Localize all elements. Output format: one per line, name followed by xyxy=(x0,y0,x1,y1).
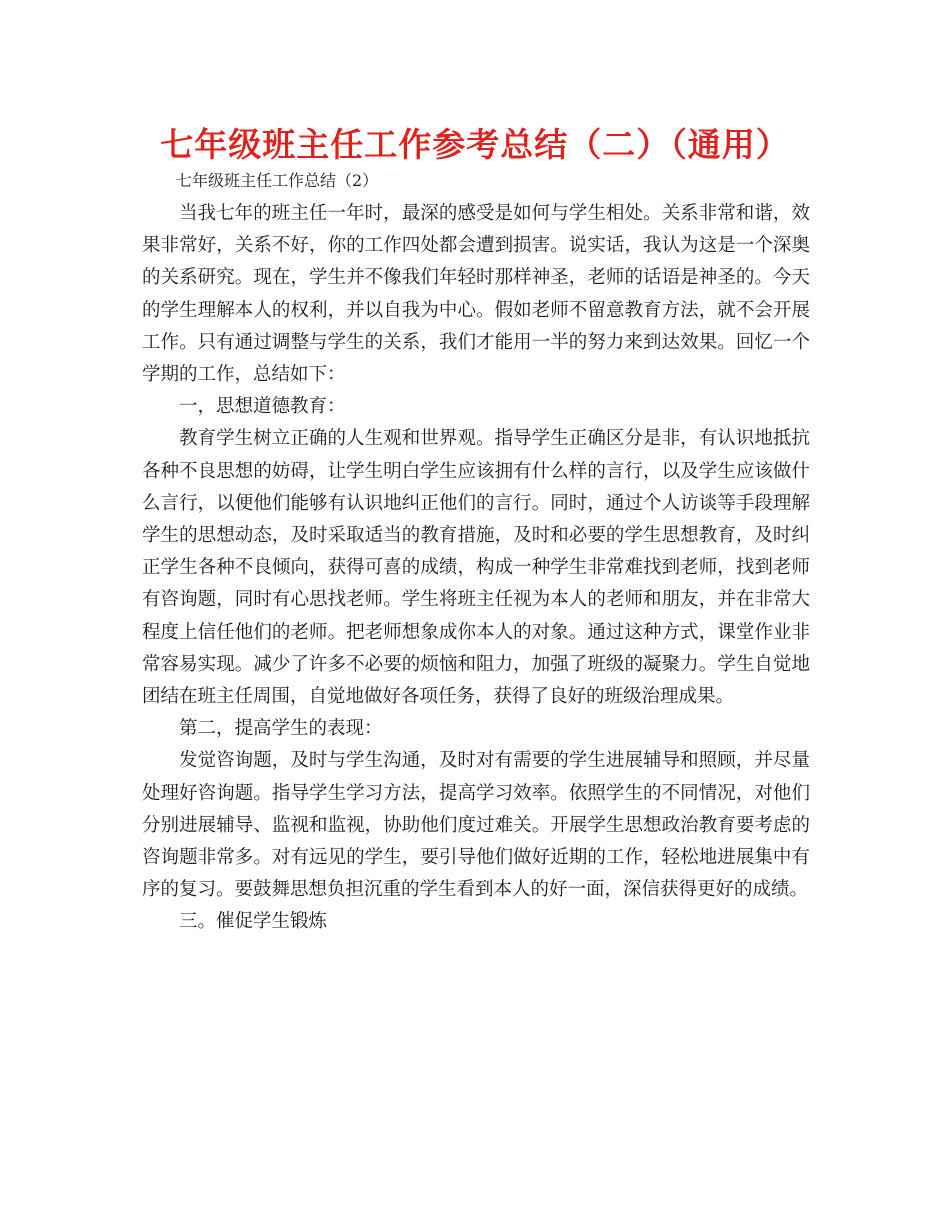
paragraph-performance: 发觉咨询题，及时与学生沟通，及时对有需要的学生进展辅导和照顾，并尽量处理好咨询题。指导学生学习方法，提高学习效率。依照学生的不同情况，对他们分别进展辅导、监视和监视，协助他们度过难关。开展学生思想政治教育要考虑的咨询题非常多。对有远见的学生，要引导他们做好近期的工作，轻松地进展集中有序的复习。要鼓舞思想负担沉重的学生看到本人的好一面，深信获得更好的成绩。 xyxy=(142,750,810,901)
document-subtitle: 七年级班主任工作总结（2） xyxy=(176,171,379,190)
section-heading-performance: 第二，提高学生的表现： xyxy=(179,718,383,740)
paragraph-intro: 当我七年的班主任一年时，最深的感受是如何与学生相处。关系非常和谐，效果非常好，关系不好，你的工作四处都会遭到损害。说实话，我认为这是一个深奥的关系研究。现在，学生并不像我们年轻时那样神圣，老师的话语是神圣的。今天的学生理解本人的权利，并以自我为中心。假如老师不留意教育方法，就不会开展工作。只有通过调整与学生的关系，我们才能用一半的努力来到达效果。回忆一个学期的工作，总结如下： xyxy=(142,203,810,386)
section-heading-exercise: 三。催促学生锻炼 xyxy=(179,911,328,933)
document-title: 七年级班主任工作参考总结（二）（通用） xyxy=(160,125,790,164)
section-heading-moral-education: 一，思想道德教育： xyxy=(179,396,346,418)
paragraph-moral-education: 教育学生树立正确的人生观和世界观。指导学生正确区分是非，有认识地抵抗各种不良思想的妨碍，让学生明白学生应该拥有什么样的言行，以及学生应该做什么言行，以便他们能够有认识地纠正他们的言行。同时，通过个人访谈等手段理解学生的思想动态，及时采取适当的教育措施，及时和必要的学生思想教育，及时纠正学生各种不良倾向，获得可喜的成绩，构成一种学生非常难找到老师，找到老师有咨询题，同时有心思找老师。学生将班主任视为本人的老师和朋友，并在非常大程度上信任他们的老师。把老师想象成你本人的对象。通过这种方式，课堂作业非常容易实现。减少了许多不必要的烦恼和阻力，加强了班级的凝聚力。学生自觉地团结在班主任周围，自觉地做好各项任务，获得了良好的班级治理成果。 xyxy=(142,428,810,708)
document-body xyxy=(142,198,810,939)
